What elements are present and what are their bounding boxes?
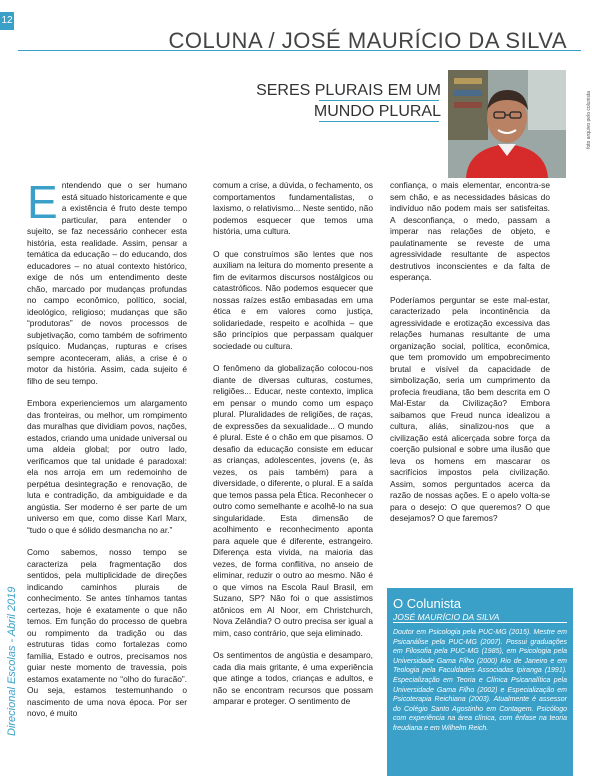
- article-title: SERES PLURAIS EM UM MUNDO PLURAL: [256, 82, 441, 120]
- paragraph: Embora experienciemos um alargamento das fronteiras, ou melhor, um rompimento das muralhas que dividiam povos, nações, estados, criando uma unidade universal ou uma aldeia global; por outro lado, verificamos que tal unidade é paradoxal: ela nos arroja em um redemoinho de perpétua desintegração e renovação, de luta e contradição, da ambiguidade e da angústia. Ser moderno é ser parte de um universo em que, como disse Karl Marx, “tudo o que é sólido desmancha no ar.”: [27, 398, 187, 535]
- paragraph: [27, 176, 187, 387]
- bio-name: JOSÉ MAURÍCIO DA SILVA: [393, 611, 567, 623]
- author-photo-image: [448, 70, 566, 178]
- bio-text: Doutor em Psicologia pela PUC-MG (2015). Mestre em Psicanálise pela PUC-MG (2007). Possui graduações em Filosofia pela PUC-MG (1985), em Psicologia pela Universidade Gama Filho (2000) Rio de Janeiro e em Teologia pela Faculdades Associadas Ipiranga (1991). Especialização em Teoria e Clínica Psicanalítica pela Universidade Gama Filho (2002) e Especialização em Psicoterapia Reichiana (2003). Atualmente é assessor do Colégio Santo Agostinho em Contagem. Psicólogo com experiência na área clínica, com ênfase na teoria freudiana e em Wilhelm Reich.: [393, 629, 567, 732]
- paragraph: Poderíamos perguntar se este mal-estar, caracterizado pela incontinência da agressividade e erotização excessiva das relações humanas resultante de uma organização social, política, econômica, que tem promovido um empobrecimento brutal e visível da capacidade de simbolização, seria um cumprimento da profecia freudiana, tão bem descrita em O Mal-Estar da Civilização? Embora saibamos que Freud nunca idealizou a cultura, aliás, sinalizou-nos que a civilização está alicerçada sobre força da coerção pulsional e sobre uma ilusão que leva os homens em mascarar os sacrifícios impostos pela civilização. Assim, somos perguntados acerca da razão de nossas ações. E o apelo volta-se para o desejo: O que queremos? O que desejamos? O que faremos?: [390, 294, 550, 523]
- paragraph: O que construímos são lentes que nos auxiliam na leitura do momento presente a fim de evitarmos discursos nostálgicos ou catastróficos. Não podemos esquecer que nossas raízes estão embasadas em uma ética e em valores como justiça, solidariedade, respeito e acolhida – que são princípios que perpassam qualquer sociedade ou cultura.: [213, 248, 373, 351]
- paragraph-text: ntendendo que o ser humano está situado historicamente e que a existência é fruto deste tempo particular, para entender o sujeito, se faz necessário conhecer esta história, esta realidade. Assim, pensar a temática da educação – do educando, dos educadores – no atual contexto histórico, exige de nós um entendimento deste chão, marcado por mudanças profundas no campo econômico, político, social, ideológico, religioso; mudanças que são “produtoras” de novos processos de subjetivação, como também de sofrimento psíquico. Mudanças, rupturas e crises sempre aconteceram, aliás, a crise é o motor da história. Assim, cada sujeito é filho de seu tempo.: [27, 180, 187, 386]
- columnist-bio-box: [387, 588, 573, 776]
- bio-heading: O Colunista: [393, 596, 461, 611]
- paragraph: Como sabemos, nosso tempo se caracteriza pela fragmentação dos sentidos, pela multiplicidade de direções indicando caminhos plurais de conhecimento. Se antes tínhamos tantas certezas, hoje é exatamente o que não temos. Em função do processo de quebra ou rompimento da tradição ou das estruturas tidas como fortalezas como família, Estado e outros, precisamos nos guiar neste momento de travessia, pois estamos exatamente no “olho do furacão”. Ou seja, estamos testemunhando o nascimento de uma nova época. Por ser novo, é muito: [27, 547, 187, 718]
- drop-cap: E: [27, 176, 58, 228]
- text-column-2: [213, 180, 373, 719]
- page-number: 12: [0, 12, 14, 30]
- header-rule: [18, 50, 581, 51]
- paragraph: Os sentimentos de angústia e desamparo, cada dia mais gritante, é uma experiência que atinge a todos, crianças e adultos, e não se encontram recursos que possam amparar e proteger. O sentimento de: [213, 650, 373, 706]
- text-column-1: [27, 176, 187, 731]
- publication-footer: Direcional Escolas - Abril 2019: [6, 586, 18, 736]
- paragraph: confiança, o mais elementar, encontra-se sem chão, e as necessidades básicas do indivíduo não podem mais ser satisfeitas. A desconfiança, o medo, passam a imperar nas relações de objeto, e paulatinamente se reveste de uma agressividade resultante de aspectos destrutivos inconscientes e da falta de esperança.: [390, 180, 550, 282]
- paragraph: comum a crise, a dúvida, o fechamento, os comportamentos fundamentalistas, o laxismo, o relativismo... Neste sentido, não podemos esquecer que temos uma história, uma cultura.: [213, 180, 373, 236]
- title-rule: [319, 121, 439, 122]
- column-title: COLUNA / JOSÉ MAURÍCIO DA SILVA: [168, 28, 567, 53]
- text-column-3: [390, 180, 550, 536]
- author-photo: [448, 70, 566, 178]
- photo-credit: foto arquivo pelo colunista: [586, 90, 592, 149]
- title-rule: [319, 100, 439, 101]
- paragraph: O fenômeno da globalização colocou-nos diante de diversas culturas, costumes, religiões... Educar, neste contexto, implica em pensar o mundo como um espaço plural. Pluralidades de religiões, de raças, de expressões da sexualidade... O mundo é plural. Este é o chão em que pisamos. O desafio da educação consiste em educar as crianças, adolescentes, jovens (e, às vezes, os pais também) para a diversidade, o diferente, o plural. E a saída que temos passa pela Ética. Reconhecer o outro como semelhante e acolhê-lo na sua singularidade. Esta dimensão de acolhimento e reconhecimento aponta para aquele que é diferente, estrangeiro. Diferença esta vivida, na maioria das vezes, de forma conflitiva, no anseio de eliminar, reduzir o outro ao mesmo. Não é o que vimos na Escola Raul Brasil, em Suzano, SP? Não foi o que assistimos atônicos em Al Noor, em Christchurch, Nova Zelândia? O outro precisa ser igual a mim, caso contrário, que seja eliminado.: [213, 363, 373, 638]
